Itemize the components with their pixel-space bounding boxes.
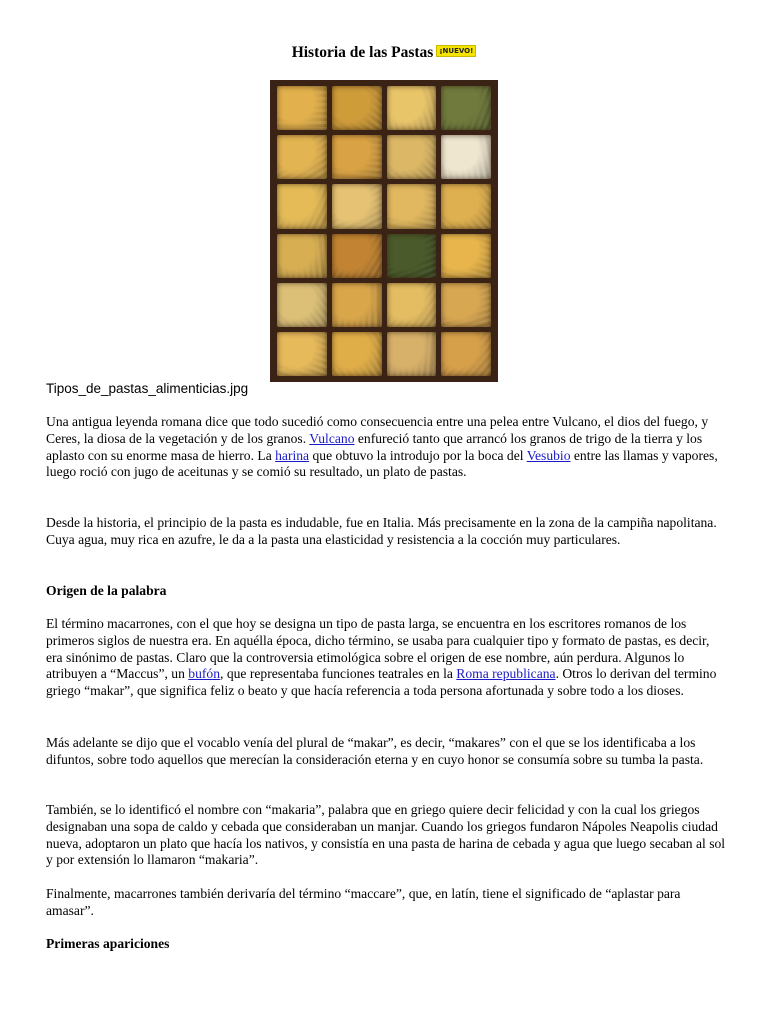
pasta-compartment: [277, 86, 327, 130]
p3-text-1: El término macarrones, con el que hoy se designa un tipo de pasta larga, se encuentra en los escritores romanos de los primeros siglos de nuestra era. En aquélla época, dicho término, se usaba para cualquier tipo y formato de pastas, es decir, era sinónimo de pastas. Claro que la controversia etimológica sobre el origen de ese nombre, aún perdura. Algunos lo atribuyen a “Maccus”, un: [46, 616, 710, 682]
paragraph-macarrones: [46, 616, 726, 700]
pasta-compartment: [441, 135, 491, 179]
pasta-compartment: [387, 283, 437, 327]
pasta-compartment: [441, 283, 491, 327]
p3-text-2: , que representaba funciones teatrales en la: [220, 666, 457, 682]
pasta-compartment: [332, 234, 382, 278]
paragraph-makares: Más adelante se dijo que el vocablo venía del plural de “makar”, es decir, “makares” con el que se los identificaba a los difuntos, sobre todo aquellos que merecían la consideración eterna y en cuyo honor se consumía sobre su tumba la pasta.: [46, 735, 704, 767]
paragraph-legend: [46, 414, 726, 481]
pasta-compartment: [277, 234, 327, 278]
heading-primeras-apariciones: Primeras apariciones: [46, 936, 170, 951]
pasta-compartment: [332, 86, 382, 130]
new-badge: ¡NUEVO!: [436, 45, 476, 57]
p1-text-4: entre las llamas y vapores, luego roció con jugo de aceitunas y se comió su resultado, un plato de pastas.: [46, 447, 718, 480]
pasta-compartment: [277, 332, 327, 376]
link-roma-republicana[interactable]: Roma republicana: [456, 666, 556, 682]
pasta-compartment: [387, 86, 437, 130]
pasta-compartment: [277, 184, 327, 228]
pasta-compartment: [332, 332, 382, 376]
pasta-compartment: [441, 234, 491, 278]
pasta-compartment: [441, 332, 491, 376]
link-harina[interactable]: harina: [275, 447, 310, 463]
heading-origen: Origen de la palabra: [46, 583, 167, 598]
pasta-compartment: [387, 332, 437, 376]
link-bufon[interactable]: bufón: [188, 666, 221, 682]
link-vulcano[interactable]: Vulcano: [309, 430, 355, 446]
page-title: [0, 44, 768, 62]
pasta-compartment: [332, 283, 382, 327]
pasta-compartment: [332, 135, 382, 179]
pasta-compartment: [277, 135, 327, 179]
p1-text-1: Una antigua leyenda romana dice que todo sucedió como consecuencia entre una pelea entre Vulcano, el dios del fuego, y Ceres, la diosa de la vegetación y de los granos.: [46, 414, 709, 446]
title-text: Historia de las Pastas: [291, 44, 434, 61]
pasta-compartment: [332, 184, 382, 228]
paragraph-maccare: Finalmente, macarrones también derivaría del término “maccare”, que, en latín, tiene el significado de “aplastar para amasar”.: [46, 886, 681, 918]
paragraph-makaria: También, se lo identificó el nombre con “makaria”, palabra que en griego quiere decir felicidad y con la cual los griegos designaban una sopa de caldo y cebada que consideraban un manjar. Cuando los griegos fundaron Nápoles Neapolis ciudad nueva, adoptaron un plato que hacía los nativos, y consistía en una pasta de harina de cebada y agua que luego secaban al sol y por extensión lo llamaron “makaria”.: [46, 802, 726, 868]
pasta-compartment: [387, 234, 437, 278]
paragraph-italy-origin: Desde la historia, el principio de la pasta es indudable, fue en Italia. Más precisamente en la zona de la campiña napolitana. Cuya agua, muy rica en azufre, le da a la pasta una elasticidad y resistencia a la cocción muy particulares.: [46, 515, 717, 547]
link-vesubio[interactable]: Vesubio: [526, 447, 571, 463]
p1-text-2: enfureció tanto que arrancó los granos de trigo de la tierra y los aplasto con su enorme masa de hierro. La: [46, 430, 703, 463]
pasta-box-grid: [277, 86, 491, 376]
pasta-compartment: [441, 184, 491, 228]
pasta-compartment: [387, 184, 437, 228]
pasta-compartment: [441, 86, 491, 130]
pasta-compartment: [387, 135, 437, 179]
p1-text-3: que obtuvo la introdujo por la boca del: [309, 447, 527, 463]
image-caption: Tipos_de_pastas_alimenticias.jpg: [46, 381, 249, 396]
pasta-types-photo: [270, 80, 498, 382]
p3-text-3: . Otros lo derivan del termino griego “makar”, que significa feliz o beato y que hacía referencia a toda persona afortunada y sobre todo a los dioses.: [46, 666, 717, 699]
pasta-compartment: [277, 283, 327, 327]
